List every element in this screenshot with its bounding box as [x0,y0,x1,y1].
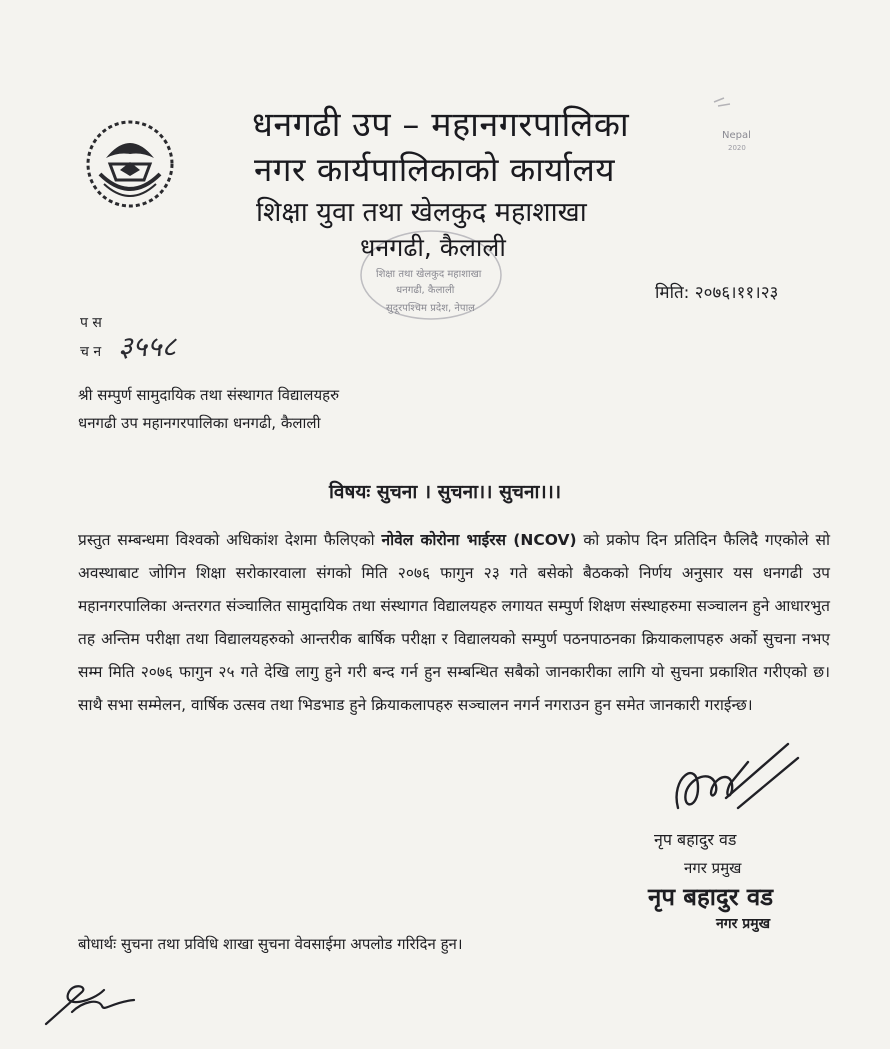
header-line-2: नगर कार्यपालिकाको कार्यालय [254,150,615,189]
faint-stamp-icon [700,90,780,160]
body-part-1: प्रस्तुत सम्बन्धमा विश्वको अधिकांश देशमा फैलिएको [78,531,382,549]
signatory-stamp-title: नगर प्रमुख [716,916,771,932]
header-line-1: धनगढी उप – महानगरपालिका [252,105,630,145]
signature-icon [668,738,808,828]
signatory-name: नृप बहादुर वड [654,830,737,849]
signatory-stamp-name: नृप बहादुर वड [648,883,774,911]
body-highlight: नोवेल कोरोना भाईरस (NCOV) [381,531,577,549]
recipient-line-2: धनगढी उप महानगरपालिका धनगढी, कैलाली [78,414,321,432]
letter-body [78,524,830,722]
header-line-3: शिक्षा युवा तथा खेलकुद महाशाखा [256,197,587,228]
recipient-line-1: श्री सम्पुर्ण सामुदायिक तथा संस्थागत विद्यालयहरु [78,386,340,404]
svg-text:शिक्षा तथा खेलकुद महाशाखा: शिक्षा तथा खेलकुद महाशाखा [376,269,482,280]
government-emblem-icon [84,118,176,210]
header-line-4: धनगढी, कैलाली [360,233,506,262]
svg-text:2020: 2020 [728,144,746,152]
svg-text:Nepal: Nepal [722,130,751,141]
signatory-title: नगर प्रमुख [684,859,742,877]
svg-text:सुदूरपश्चिम प्रदेश, नेपाल: सुदूरपश्चिम प्रदेश, नेपाल [386,303,475,314]
body-part-2: को प्रकोप दिन प्रतिदिन फैलिदै गएकोले सो अवस्थाबाट जोगिन शिक्षा सरोकारवाला संगको मिति २०७६ फागुन २३ गते बसेको बैठकको निर्णय अनुसार यस धनगढी उप महानगरपालिका अन्तरगत संञ्चालित सामुदायिक तथा संस्थागत विद्यालयहरु लगायत सम्पुर्ण शिक्षण संस्थाहरुमा सञ्चालन हुने आधारभुत तह अन्तिम परीक्षा तथा विद्यालयहरुको आन्तरीक बार्षिक परीक्षा र विद्यालयको सम्पुर्ण पठनपाठनका क्रियाकलापहरु अर्को सुचना नभए सम्म मिति २०७६ फागुन २५ गते देखि लागु हुने गरी बन्द गर्न हुन सम्बन्धित सबैको जानकारीका लागि यो सुचना प्रकाशित गरीएको छ। साथै सभा सम्मेलन, वार्षिक उत्सव तथा भिडभाड हुने क्रियाकलापहरु सञ्चालन नगर्न नगराउन हुन समेत जानकारी गराईन्छ। [78,531,830,714]
letter-ps: प स [80,315,102,331]
handwritten-cn-number [112,326,222,366]
svg-text:३५५८: ३५५८ [118,330,177,363]
letter-cn-label: च न [80,344,102,360]
letter-date: मिति: २०७६।११।२३ [655,283,779,303]
letter-subject: विषयः सुचना । सुचना।। सुचना।।। [328,481,562,503]
svg-text:धनगढी, कैलाली: धनगढी, कैलाली [396,285,455,296]
initials-signature-icon [42,972,142,1032]
cc-note: बोधार्थः सुचना तथा प्रविधि शाखा सुचना वेवसाईमा अपलोड गरिदिन हुन। [78,935,463,953]
